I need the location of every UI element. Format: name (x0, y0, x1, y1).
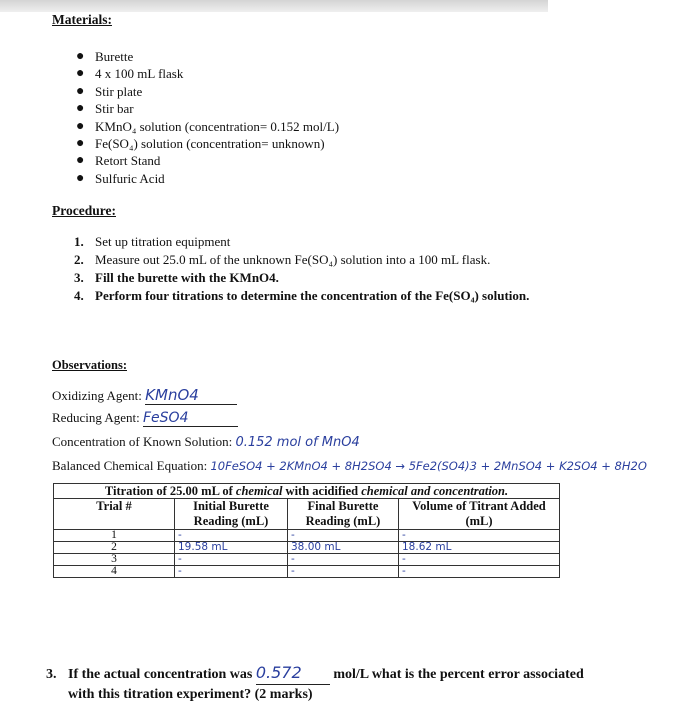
scan-top-edge (0, 0, 548, 12)
table-header: Initial Burette Reading (mL) (175, 499, 288, 530)
bullet-icon: ● (76, 118, 85, 134)
procedure-heading: Procedure: (52, 203, 116, 218)
table-caption: Titration of 25.00 mL of chemical with acidified chemical and concentration. (54, 484, 560, 499)
table-row: 2 19.58 mL 38.00 mL 18.62 mL (54, 542, 560, 554)
list-item: 4. Perform four titrations to determine the concentration of the Fe(SO₄) solution. (74, 288, 530, 303)
table-header: Final Burette Reading (mL) (288, 499, 399, 530)
list-item: 2. Measure out 25.0 mL of the unknown Fe(SO₄) solution into a 100 mL flask. (74, 252, 491, 267)
list-item: 1. Set up titration equipment (74, 234, 231, 249)
bullet-icon: ● (76, 170, 85, 186)
list-item: 3. Fill the burette with the KMnO4. (74, 270, 279, 285)
balanced-equation-line: Balanced Chemical Equation: 10FeSO4 + 2KMnO4 + 8H2SO4 → 5Fe2(SO4)3 + 2MnSO4 + K2SO4 + 8H2O (52, 458, 647, 473)
titration-table (53, 483, 560, 578)
balanced-equation-answer: 10FeSO4 + 2KMnO4 + 8H2SO4 → 5Fe2(SO4)3 + 2MnSO4 + K2SO4 + 8H2O (210, 459, 647, 473)
list-item: ● Retort Stand (76, 153, 161, 169)
list-item: ● KMnO₄ solution (concentration= 0.152 mol/L) (76, 118, 340, 134)
table-row: 3 - - - (54, 554, 560, 566)
known-concentration-answer: 0.152 mol of MnO4 (235, 435, 360, 450)
bullet-icon: ● (76, 83, 85, 99)
list-item: ● Stir bar (76, 101, 134, 117)
oxidizing-agent-answer: KMnO4 (145, 386, 199, 404)
known-concentration-line: Concentration of Known Solution: 0.152 mol of MnO4 (52, 434, 360, 450)
bullet-icon: ● (76, 101, 85, 117)
observations-heading: Observations: (52, 358, 127, 372)
table-header: Volume of Titrant Added (mL) (399, 499, 560, 530)
oxidizing-agent-line: Oxidizing Agent: KMnO4 (52, 386, 237, 405)
table-row: 4 - - - (54, 566, 560, 578)
materials-list (76, 48, 339, 187)
question-3: 3. If the actual concentration was 0.572 mol/L what is the percent error associated with this titration experiment? (2 marks) (46, 663, 584, 702)
bullet-icon: ● (76, 49, 85, 64)
reducing-agent-line: Reducing Agent: FeSO4 (52, 410, 238, 427)
list-item: ● Burette (76, 49, 134, 64)
procedure-steps (74, 233, 529, 305)
list-item: ● Fe(SO₄) solution (concentration= unknown) (76, 135, 325, 151)
list-item: ● 4 x 100 mL flask (76, 66, 184, 82)
reducing-agent-answer: FeSO4 (143, 410, 189, 426)
question-answer: 0.572 (255, 663, 302, 682)
bullet-icon: ● (76, 153, 85, 169)
list-item: ● Sulfuric Acid (76, 170, 165, 186)
list-item: ● Stir plate (76, 83, 143, 99)
bullet-icon: ● (76, 135, 85, 151)
table-row: 1 - - - (54, 530, 560, 542)
materials-heading: Materials: (52, 12, 112, 27)
bullet-icon: ● (76, 66, 85, 82)
table-header: Trial # (54, 499, 175, 530)
